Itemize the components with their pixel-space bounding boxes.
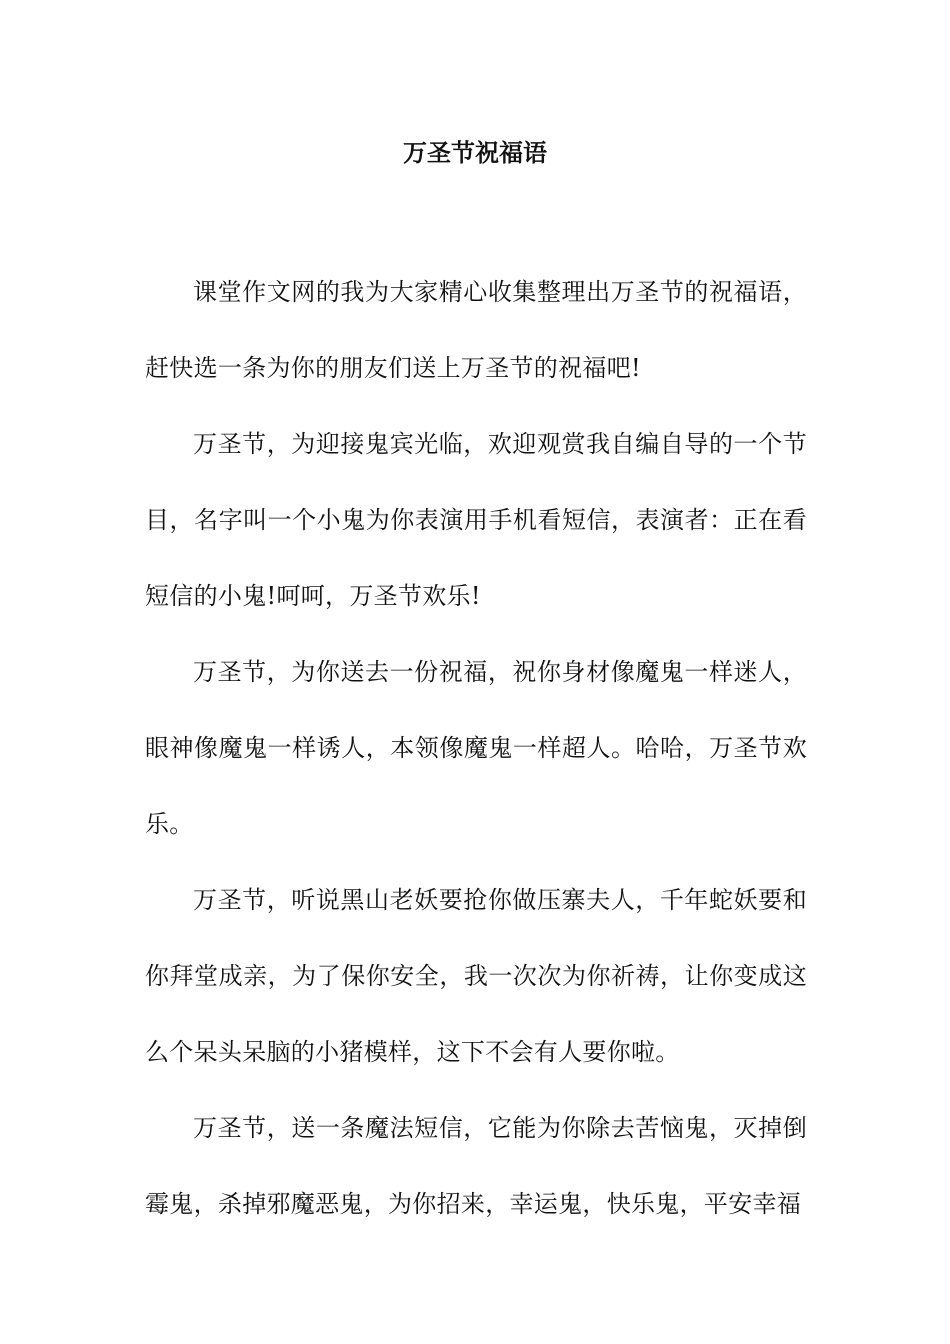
paragraph-greeting-2: 万圣节，为你送去一份祝福，祝你身材像魔鬼一样迷人，眼神像魔鬼一样诱人，本领像魔鬼一样超人。哈哈，万圣节欢乐。 bbox=[145, 658, 807, 838]
paragraph-greeting-3: 万圣节，听说黑山老妖要抢你做压寨夫人，千年蛇妖要和你拜堂成亲，为了保你安全，我一次次为你祈祷，让你变成这么个呆头呆脑的小猪模样，这下不会有人要你啦。 bbox=[145, 886, 807, 1066]
document-body bbox=[145, 254, 807, 1242]
document-title: 万圣节祝福语 bbox=[403, 138, 547, 167]
paragraph-greeting-4: 万圣节，送一条魔法短信，它能为你除去苦恼鬼，灭掉倒霉鬼，杀掉邪魔恶鬼，为你招来，幸运鬼，快乐鬼，平安幸福 bbox=[145, 1114, 807, 1218]
paragraph-intro: 课堂作文网的我为大家精心收集整理出万圣节的祝福语，赶快选一条为你的朋友们送上万圣节的祝福吧! bbox=[145, 278, 807, 382]
paragraph-greeting-1: 万圣节，为迎接鬼宾光临，欢迎观赏我自编自导的一个节目，名字叫一个小鬼为你表演用手机看短信，表演者：正在看短信的小鬼!呵呵，万圣节欢乐! bbox=[145, 430, 807, 610]
